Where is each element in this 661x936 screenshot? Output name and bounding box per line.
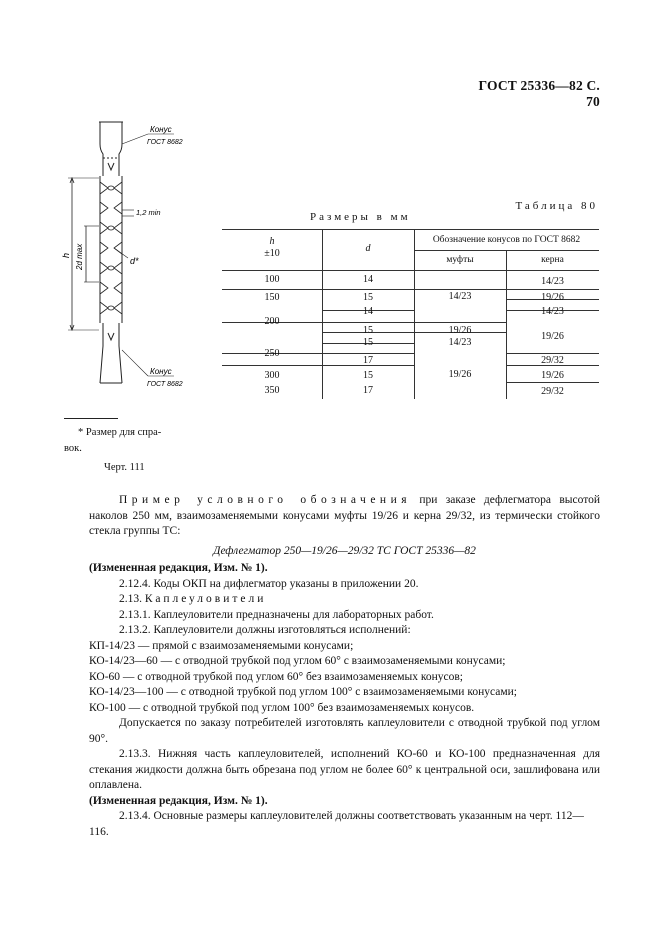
cell-h: 250 — [264, 348, 280, 359]
table-rule — [506, 353, 599, 354]
footnote-rule — [64, 418, 118, 419]
cell-core: 14/23 — [541, 306, 564, 317]
h-label: h — [61, 252, 71, 258]
cell-muff: 19/26 — [448, 369, 472, 380]
cell-core: 29/32 — [541, 355, 564, 366]
paragraph-2-12-4: 2.12.4. Коды ОКП на дифлегматор указаны в приложении 20. — [119, 577, 419, 590]
list-item: КП-14/23 — прямой с взаимозаменяемыми конусами; — [89, 639, 354, 652]
paragraph-2-13-3: 2.13.3. Нижняя часть каплеуловителей, исполнений КО-60 и КО-100 предназначенная для стекания жидкости должна быть обрезана под углом не более 60° к центральной оси, зашлифована или оплавлена. — [89, 748, 600, 791]
cell-d: 15 — [363, 337, 373, 348]
list-item: КО-60 — с отводной трубкой под углом 60° без взаимозаменяемых конусов; — [89, 670, 463, 683]
gap-label: 1,2 min — [136, 208, 161, 217]
header-core: керна — [541, 255, 564, 265]
cone-top-label-2: ГОСТ 8682 — [147, 139, 183, 146]
example-text: при заказе дефлегматора высотой наколов 250 мм, взаимозаменяемыми конусами муфты 19/26 и керна 29/32, из термически стойкого стекла группы ТС: — [89, 494, 600, 537]
example-heading: Пример условного обозначения — [119, 494, 412, 506]
cell-d: 14 — [363, 306, 373, 317]
cell-muff: 19/26 — [448, 325, 472, 336]
list-item: КО-100 — с отводной трубкой под углом 100° без взаимозаменяемых конусов. — [89, 701, 475, 714]
cell-h: 150 — [264, 292, 280, 303]
cone-bottom-label-1: Конус — [150, 367, 172, 376]
cell-d: 15 — [363, 292, 373, 303]
header-h: h — [269, 236, 275, 247]
table-rule — [222, 289, 599, 290]
cell-d: 14 — [363, 274, 373, 285]
cell-d: 17 — [363, 355, 373, 366]
cell-muff: 14/23 — [448, 337, 472, 348]
table-caption: Размеры в мм — [310, 211, 411, 223]
list-item: КО-14/23—60 — с отводной трубкой под углом 60° с взаимозаменяемыми конусами; — [89, 655, 506, 667]
cell-core: 29/32 — [541, 386, 564, 397]
table-number: Таблица 80 — [515, 200, 598, 212]
diameter-label: d* — [130, 256, 139, 266]
amendment-note: (Измененная редакция, Изм. № 1). — [89, 794, 268, 807]
header-cones: Обозначение конусов по ГОСТ 8682 — [432, 235, 581, 245]
cell-muff: 14/23 — [448, 291, 472, 302]
header-muff: муфты — [446, 255, 474, 265]
list-item: КО-14/23—100 — с отводной трубкой под углом 100° с взаимозаменяемыми конусами; — [89, 686, 517, 698]
designation-example: Дефлегматор 250—19/26—29/32 ТС ГОСТ 25336—82 — [213, 544, 476, 557]
header-d: d — [365, 243, 371, 254]
cell-h: 350 — [264, 385, 280, 396]
paragraph-2-13-2: 2.13.2. Каплеуловители должны изготовляться исполнений: — [119, 624, 411, 636]
section-title: Каплеуловители — [144, 593, 267, 605]
figure-caption: Черт. 111 — [104, 462, 145, 473]
table-rule — [506, 382, 599, 383]
cone-bottom-label-2: ГОСТ 8682 — [147, 381, 183, 388]
cell-core: 19/26 — [541, 292, 564, 303]
amendment-note: (Измененная редакция, Изм. № 1). — [89, 562, 268, 574]
cell-d: 15 — [363, 370, 373, 381]
cone-top-label-1: Конус — [150, 125, 172, 134]
page-header: ГОСТ 25336—82 С. 70 — [478, 78, 600, 109]
cell-d: 15 — [363, 325, 373, 336]
footnote — [64, 425, 184, 457]
cell-core: 19/26 — [541, 370, 564, 381]
dephlegmator-drawing — [56, 118, 196, 418]
2d-max-label: 2d max — [75, 243, 84, 270]
cell-h: 200 — [264, 316, 280, 327]
cell-core: 14/23 — [541, 276, 564, 287]
header-h-tolerance: ±10 — [264, 248, 280, 259]
cell-h: 100 — [264, 274, 280, 285]
table-rule-top — [222, 229, 599, 230]
paragraph-2-13-1: 2.13.1. Каплеуловители предназначены для лабораторных работ. — [119, 608, 434, 621]
section-2-13 — [89, 592, 600, 608]
example-paragraph — [89, 493, 600, 540]
cell-core: 19/26 — [541, 331, 564, 342]
paragraph-allowed: Допускается по заказу потребителей изготовлять каплеуловители с отводной трубкой под углом 90°. — [89, 717, 600, 745]
cell-d: 17 — [363, 385, 373, 396]
drawing-svg — [56, 118, 196, 418]
section-number: 2.13. — [119, 593, 142, 605]
table-rule-header — [222, 270, 599, 271]
footnote-line-2: вок. — [64, 443, 82, 454]
footnote-line-1: * Размер для спра- — [78, 427, 162, 438]
body-text — [89, 493, 600, 840]
paragraph-2-13-4: 2.13.4. Основные размеры каплеуловителей должны соответствовать указанным на черт. 112—116. — [89, 810, 584, 838]
dimensions-table — [222, 229, 599, 399]
cell-h: 300 — [264, 370, 280, 381]
